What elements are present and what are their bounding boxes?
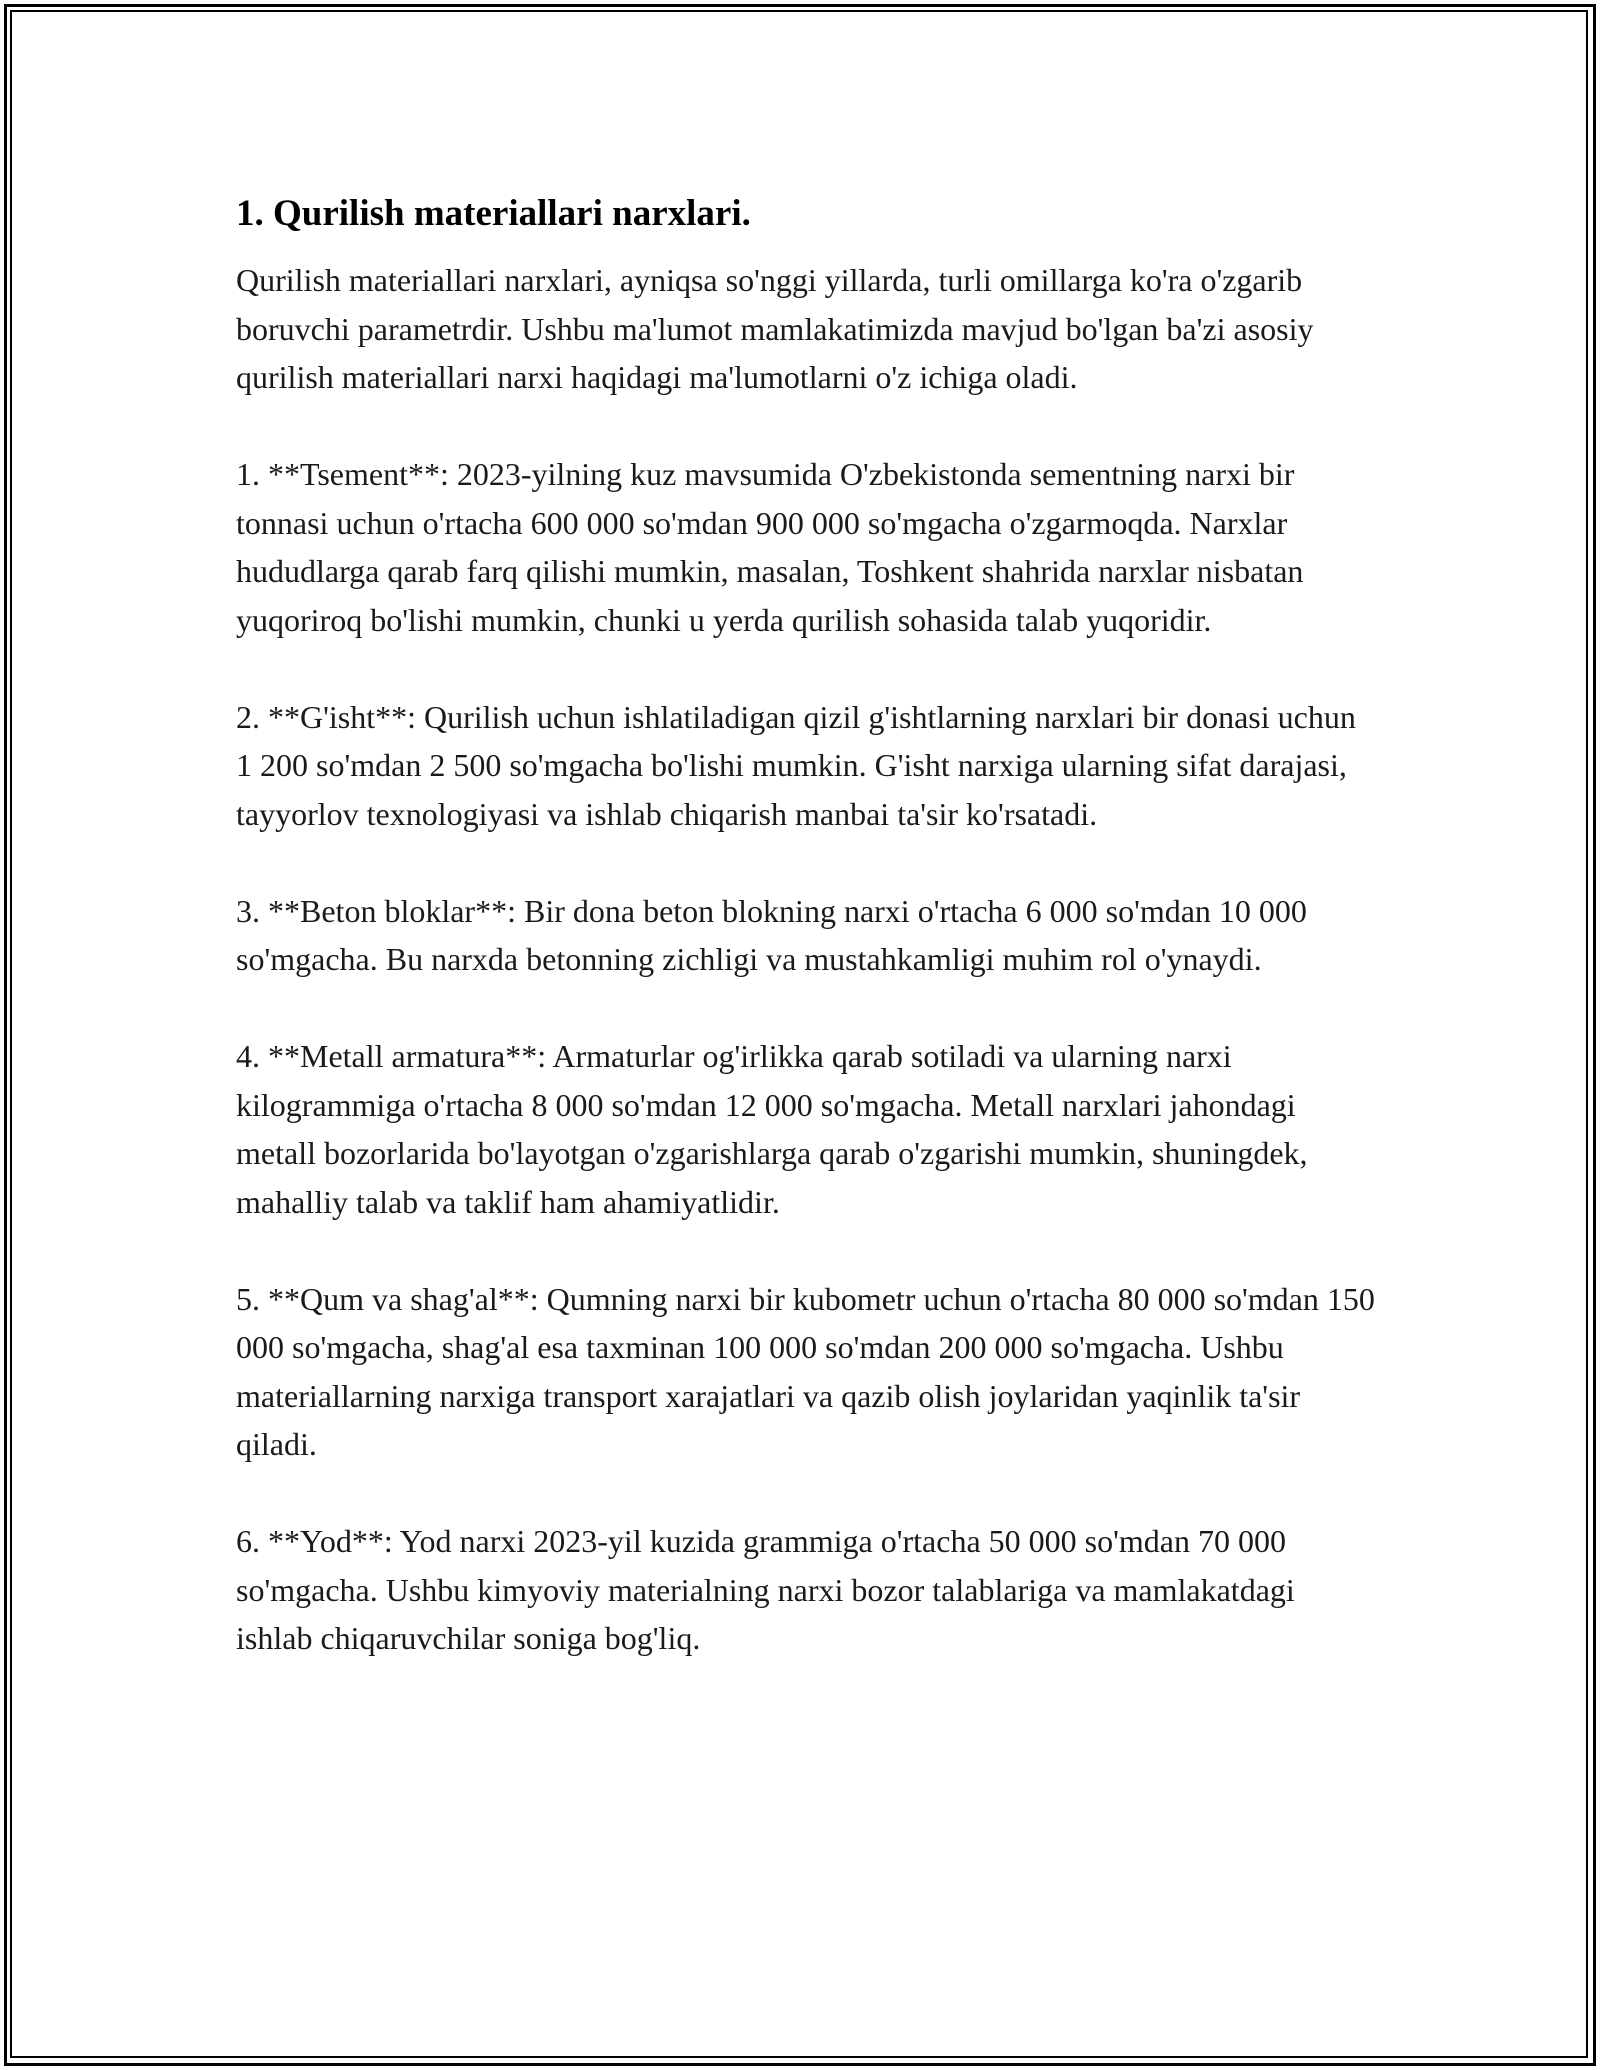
document-title: 1. Qurilish materiallari narxlari. bbox=[236, 193, 751, 234]
item-brick: 2. **G'isht**: Qurilish uchun ishlatiladigan qizil g'ishtlarning narxlari bir donasi uchun 1 200 so'mdan 2 500 so'mgacha bo'lishi mumkin. G'isht narxiga ularning sifat darajasi, tayyorlov texnologiyasi va ishlab chiqarish manbai ta'sir ko'rsatadi. bbox=[236, 698, 1356, 832]
item-iodine: 6. **Yod**: Yod narxi 2023-yil kuzida grammiga o'rtacha 50 000 so'mdan 70 000 so'mgacha. Ushbu kimyoviy materialning narxi bozor talablariga va mamlakatdagi ishlab chiqaruvchilar soniga bog'liq. bbox=[236, 1523, 1295, 1656]
item-concrete-blocks: 3. **Beton bloklar**: Bir dona beton blokning narxi o'rtacha 6 000 so'mdan 10 000 so'mgacha. Bu narxda betonning zichligi va mustahkamligi muhim rol o'ynaydi. bbox=[236, 892, 1307, 977]
document-body bbox=[236, 188, 1376, 1711]
item-metal-rebar: 4. **Metall armatura**: Armaturlar og'irlikka qarab sotiladi va ularning narxi kilogrammiga o'rtacha 8 000 so'mdan 12 000 so'mgacha. Metall narxlari jahondagi metall bozorlarida bo'layotgan o'zgarishlarga qarab o'zgarishi mumkin, shuningdek, mahalliy talab va taklif ham ahamiyatlidir. bbox=[236, 1038, 1308, 1220]
item-cement: 1. **Tsement**: 2023-yilning kuz mavsumida O'zbekistonda sementning narxi bir tonnasi uchun o'rtacha 600 000 so'mdan 900 000 so'mgacha o'zgarmoqda. Narxlar hududlarga qarab farq qilishi mumkin, masalan, Toshkent shahrida narxlar nisbatan yuqoriroq bo'lishi mumkin, chunki u yerda qurilish sohasida talab yuqoridir. bbox=[236, 456, 1304, 638]
item-sand-gravel: 5. **Qum va shag'al**: Qumning narxi bir kubometr uchun o'rtacha 80 000 so'mdan 150 000 so'mgacha, shag'al esa taxminan 100 000 so'mdan 200 000 so'mgacha. Ushbu materiallarning narxiga transport xarajatlari va qazib olish joylaridan yaqinlik ta'sir qiladi. bbox=[236, 1280, 1375, 1462]
intro-paragraph: Qurilish materiallari narxlari, ayniqsa so'nggi yillarda, turli omillarga ko'ra o'zgarib boruvchi parametrdir. Ushbu ma'lumot mamlakatimizda mavjud bo'lgan ba'zi asosiy qurilish materiallari narxi haqidagi ma'lumotlarni o'z ichiga oladi. bbox=[236, 262, 1314, 395]
